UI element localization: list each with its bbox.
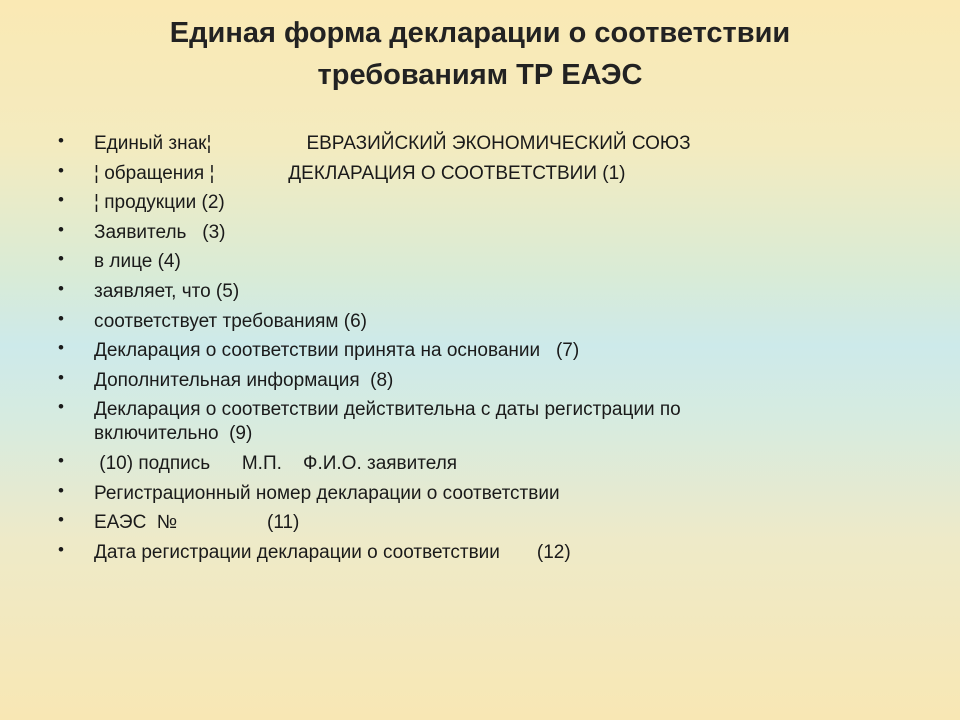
- list-item: [58, 541, 918, 565]
- list-item: [58, 191, 918, 215]
- bullet-icon: •: [58, 450, 64, 470]
- bullet-icon: •: [58, 190, 64, 210]
- list-item-text: Регистрационный номер декларации о соответствии: [94, 482, 560, 504]
- list-item-text: Декларация о соответствии принята на основании (7): [94, 340, 580, 362]
- list-item: [58, 221, 918, 245]
- declaration-fields-list: [58, 132, 918, 570]
- list-item: [58, 482, 918, 506]
- bullet-icon: •: [58, 219, 64, 239]
- list-item-text: в лице (4): [94, 251, 181, 273]
- list-item: [58, 339, 918, 363]
- list-item-text: соответствует требованиям (6): [94, 310, 367, 332]
- list-item: [58, 452, 918, 476]
- list-item: [58, 250, 918, 274]
- list-item-text: заявляет, что (5): [94, 280, 240, 302]
- bullet-icon: •: [58, 249, 64, 269]
- bullet-icon: •: [58, 480, 64, 500]
- bullet-icon: •: [58, 367, 64, 387]
- bullet-icon: •: [58, 131, 64, 150]
- bullet-icon: •: [58, 160, 64, 180]
- slide-title-line-1: Единая форма декларации о соответствии: [169, 17, 791, 49]
- list-item-text: Дополнительная информация (8): [94, 369, 394, 391]
- list-item: [58, 511, 918, 535]
- list-item: [58, 398, 918, 446]
- bullet-icon: •: [58, 539, 64, 559]
- slide-title: [0, 12, 960, 96]
- list-item-text: ¦ обращения ¦ ДЕКЛАРАЦИЯ О СООТВЕТСТВИИ (1): [94, 162, 626, 184]
- bullet-icon: •: [58, 338, 64, 358]
- list-item-text: Декларация о соответствии действительна с даты регистрации по включительно (9): [94, 399, 681, 445]
- bullet-icon: •: [58, 397, 64, 417]
- slide-title-line-2: требованиям ТР ЕАЭС: [317, 59, 643, 91]
- list-item: [58, 162, 918, 186]
- list-item-text: (10) подпись М.П. Ф.И.О. заявителя: [94, 452, 458, 474]
- list-item: [58, 132, 918, 156]
- bullet-icon: •: [58, 510, 64, 530]
- bullet-icon: •: [58, 278, 64, 298]
- list-item: [58, 280, 918, 304]
- list-item-text: ЕАЭС № (11): [94, 512, 300, 534]
- list-item-text: Дата регистрации декларации о соответствии (12): [94, 541, 571, 563]
- list-item-text: Заявитель (3): [94, 221, 226, 243]
- list-item-text: Единый знак¦ ЕВРАЗИЙСКИЙ ЭКОНОМИЧЕСКИЙ СОЮЗ: [94, 133, 691, 154]
- list-item-text: ¦ продукции (2): [94, 192, 225, 214]
- list-item: [58, 310, 918, 334]
- bullet-icon: •: [58, 308, 64, 328]
- list-item: [58, 369, 918, 393]
